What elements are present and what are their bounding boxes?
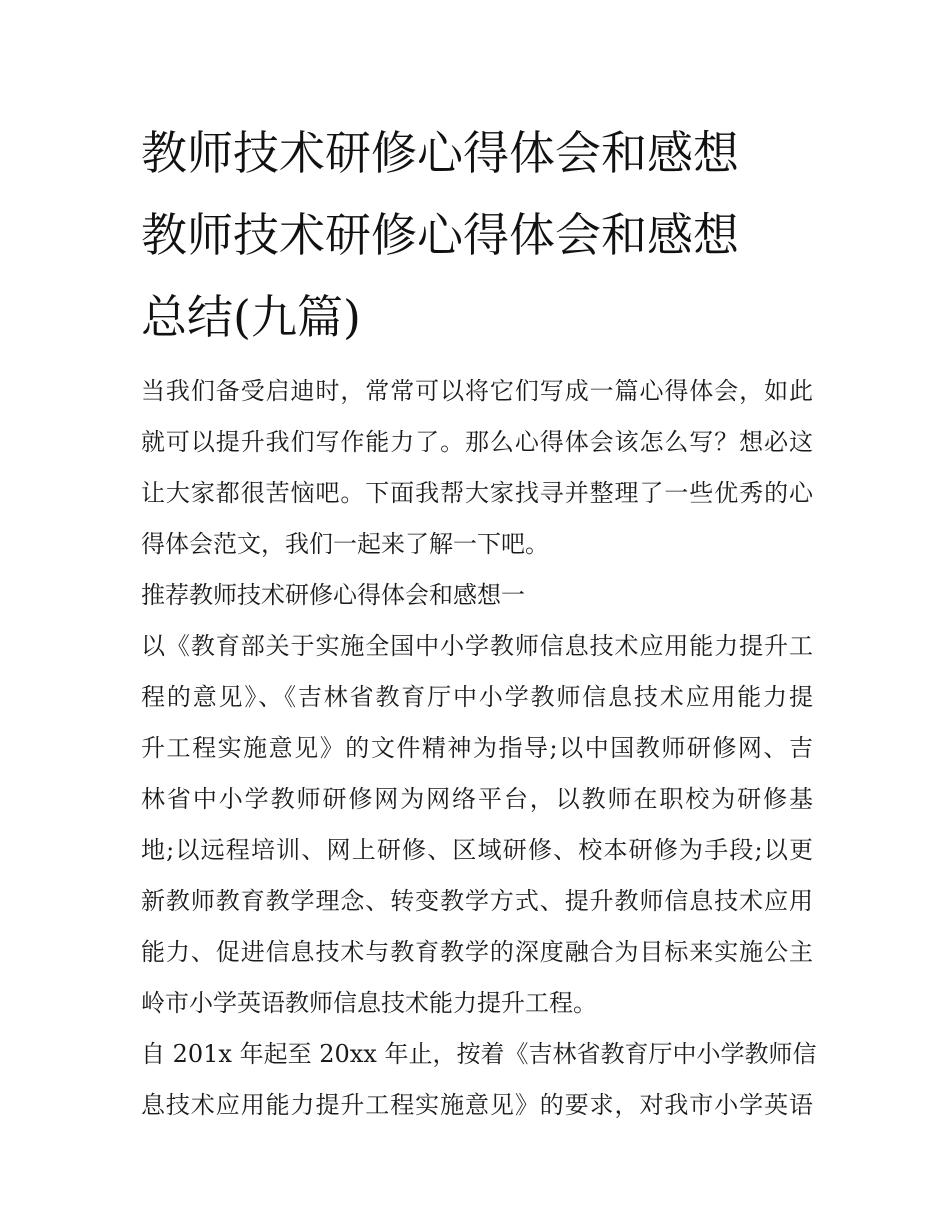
- paragraph-2: [141, 1029, 817, 1131]
- paragraph-1-line-8: 岭市小学英语教师信息技术能力提升工程。: [141, 989, 597, 1017]
- intro-line-1: 当我们备受启迪时，常常可以将它们写成一篇心得体会，如此: [141, 377, 813, 405]
- intro-line-4: 得体会范文，我们一起来了解一下吧。: [141, 530, 549, 558]
- document-body: [141, 366, 817, 1131]
- title-line-3: 总结(九篇): [141, 290, 361, 344]
- intro-line-2: 就可以提升我们写作能力了。那么心得体会该怎么写？想必这: [141, 428, 813, 456]
- section-heading: [141, 570, 813, 621]
- paragraph-1-line-1: 以《教育部关于实施全国中小学教师信息技术应用能力提升工: [141, 632, 813, 660]
- document-title: [141, 112, 813, 358]
- document-page: [141, 112, 817, 1131]
- paragraph-1-line-4: 林省中小学教师研修网为网络平台，以教师在职校为研修基: [141, 785, 813, 813]
- paragraph-2-line-2: 息技术应用能力提升工程实施意见》的要求，对我市小学英语: [141, 1091, 813, 1119]
- paragraph-1-line-6: 新教师教育教学理念、转变教学方式、提升教师信息技术应用: [141, 887, 813, 915]
- paragraph-1-line-7: 能力、促进信息技术与教育教学的深度融合为目标来实施公主: [141, 938, 813, 966]
- title-line-2: 教师技术研修心得体会和感想: [141, 208, 739, 262]
- paragraph-2-line-1: 自 201x 年起至 20xx 年止，按着《吉林省教育厅中小学教师信: [141, 1040, 817, 1068]
- paragraph-1: [141, 621, 813, 1029]
- paragraph-1-line-5: 地;以远程培训、网上研修、区域研修、校本研修为手段;以更: [141, 836, 813, 864]
- section-heading-text: 推荐教师技术研修心得体会和感想一: [141, 581, 525, 609]
- paragraph-1-line-3: 升工程实施意见》的文件精神为指导;以中国教师研修网、吉: [141, 734, 813, 762]
- paragraph-1-line-2: 程的意见》、《吉林省教育厅中小学教师信息技术应用能力提: [141, 683, 813, 711]
- intro-line-3: 让大家都很苦恼吧。下面我帮大家找寻并整理了一些优秀的心: [141, 479, 813, 507]
- title-line-1: 教师技术研修心得体会和感想: [141, 126, 739, 180]
- intro-paragraph: [141, 366, 813, 570]
